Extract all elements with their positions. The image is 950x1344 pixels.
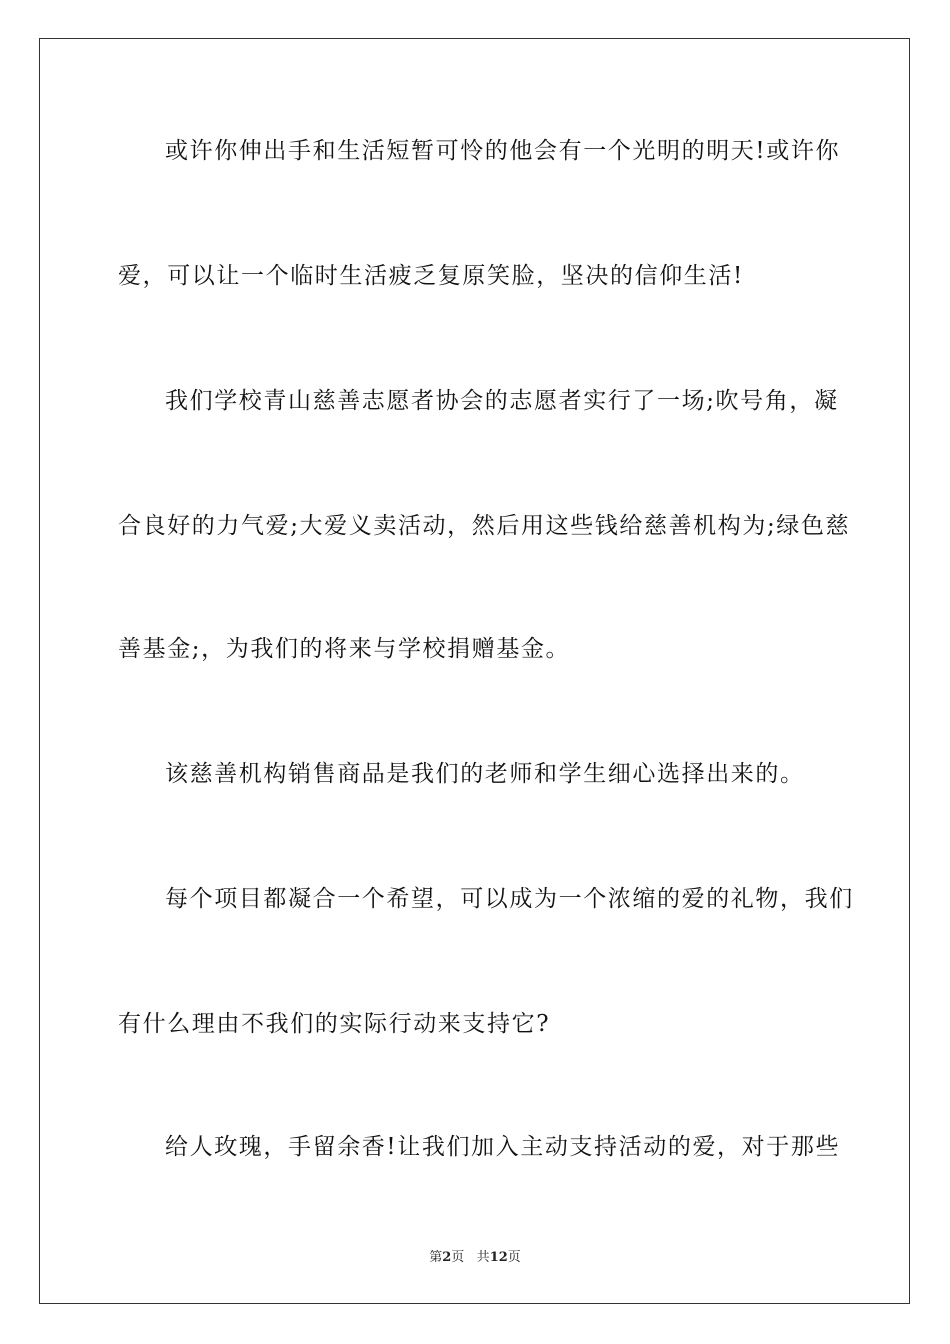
text-line-6: 该慈善机构销售商品是我们的老师和学生细心选择出来的。	[165, 761, 805, 787]
total-prefix: 共	[476, 1250, 490, 1265]
text-line-7: 每个项目都凝合一个希望，可以成为一个浓缩的爱的礼物，我们	[165, 886, 854, 912]
text-line-3: 我们学校青山慈善志愿者协会的志愿者实行了一场;吹号角，凝	[165, 388, 839, 414]
text-line-2: 爱，可以让一个临时生活疲乏复原笑脸，坚决的信仰生活!	[118, 263, 744, 289]
page-suffix: 页	[451, 1250, 465, 1265]
text-line-5: 善基金;，为我们的将来与学校捐赠基金。	[118, 636, 571, 662]
page-border	[39, 38, 910, 1304]
text-line-9: 给人玫瑰，手留余香!让我们加入主动支持活动的爱，对于那些	[165, 1134, 841, 1160]
text-line-8: 有什么理由不我们的实际行动来支持它?	[118, 1011, 551, 1037]
text-line-4: 合良好的力气爱;大爱义卖活动，然后用这些钱给慈善机构为;绿色慈	[118, 513, 851, 539]
total-suffix: 页	[507, 1250, 521, 1265]
page-footer	[0, 1246, 950, 1265]
text-line-1: 或许你伸出手和生活短暂可怜的他会有一个光明的明天!或许你	[165, 138, 841, 164]
page-number: 2	[442, 1250, 452, 1265]
page-prefix: 第	[429, 1250, 443, 1265]
total-pages: 12	[489, 1250, 508, 1265]
